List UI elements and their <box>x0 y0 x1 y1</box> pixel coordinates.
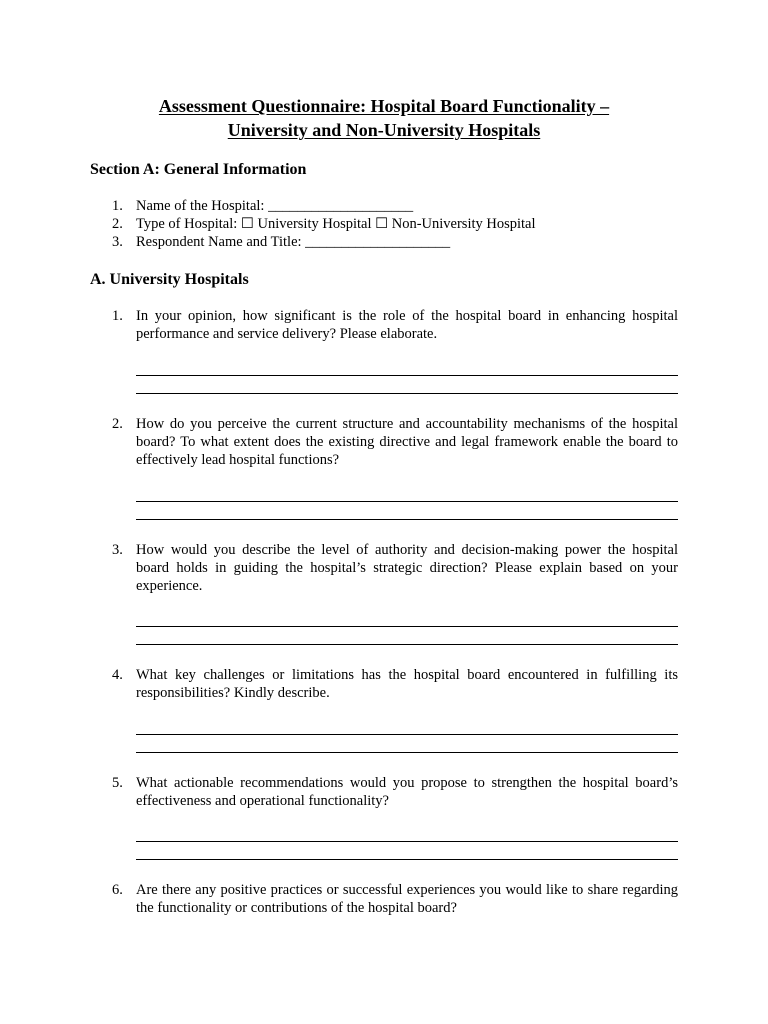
question-text: How do you perceive the current structure and accountability mechanisms of the hospital board? To what extent does the existing directive and legal framework enable the board to effectively lead hospital functions? <box>136 416 678 468</box>
question-1 <box>112 307 678 343</box>
answer-line[interactable] <box>136 734 678 735</box>
section-a-heading: Section A: General Information <box>90 161 307 178</box>
answer-line[interactable] <box>136 501 678 502</box>
item-number: 3. <box>112 234 123 250</box>
list-item <box>112 233 536 251</box>
university-hospitals-heading: A. University Hospitals <box>90 271 249 288</box>
item-number: 2. <box>112 216 123 232</box>
answer-line[interactable] <box>136 644 678 645</box>
answer-line[interactable] <box>136 752 678 753</box>
question-text: What key challenges or limitations has the hospital board encountered in fulfilling its responsibilities? Kindly describe. <box>136 667 678 701</box>
general-info-list <box>112 197 536 251</box>
question-4 <box>112 666 678 702</box>
question-number: 4. <box>112 667 123 683</box>
list-item <box>112 197 536 215</box>
question-text: What actionable recommendations would you propose to strengthen the hospital board’s effectiveness and operational functionality? <box>136 775 678 809</box>
answer-line[interactable] <box>136 859 678 860</box>
answer-line[interactable] <box>136 841 678 842</box>
respondent-field[interactable]: Respondent Name and Title: ____________________ <box>136 234 451 250</box>
question-number: 2. <box>112 416 123 432</box>
question-5 <box>112 774 678 810</box>
answer-line[interactable] <box>136 626 678 627</box>
hospital-name-field[interactable]: Name of the Hospital: ____________________ <box>136 198 414 214</box>
list-item <box>112 215 536 233</box>
answer-line[interactable] <box>136 519 678 520</box>
question-number: 6. <box>112 882 123 898</box>
question-number: 3. <box>112 542 123 558</box>
question-text: How would you describe the level of authority and decision-making power the hospital board holds in guiding the hospital’s strategic direction? Please explain based on your experience. <box>136 542 678 594</box>
question-number: 5. <box>112 775 123 791</box>
question-text: In your opinion, how significant is the role of the hospital board in enhancing hospital performance and service delivery? Please elaborate. <box>136 308 678 342</box>
question-2 <box>112 415 678 469</box>
title-line-1: Assessment Questionnaire: Hospital Board Functionality – <box>158 96 610 116</box>
question-6 <box>112 881 678 917</box>
question-text: Are there any positive practices or successful experiences you would like to share regarding the functionality or contributions of the hospital board? <box>136 882 678 916</box>
title-line-2: University and Non-University Hospitals <box>227 120 541 140</box>
question-number: 1. <box>112 308 123 324</box>
question-3 <box>112 541 678 595</box>
answer-line[interactable] <box>136 375 678 376</box>
item-number: 1. <box>112 198 123 214</box>
document-title <box>90 94 678 142</box>
hospital-type-field[interactable]: Type of Hospital: ☐ University Hospital ☐ Non-University Hospital <box>136 216 536 232</box>
answer-line[interactable] <box>136 393 678 394</box>
